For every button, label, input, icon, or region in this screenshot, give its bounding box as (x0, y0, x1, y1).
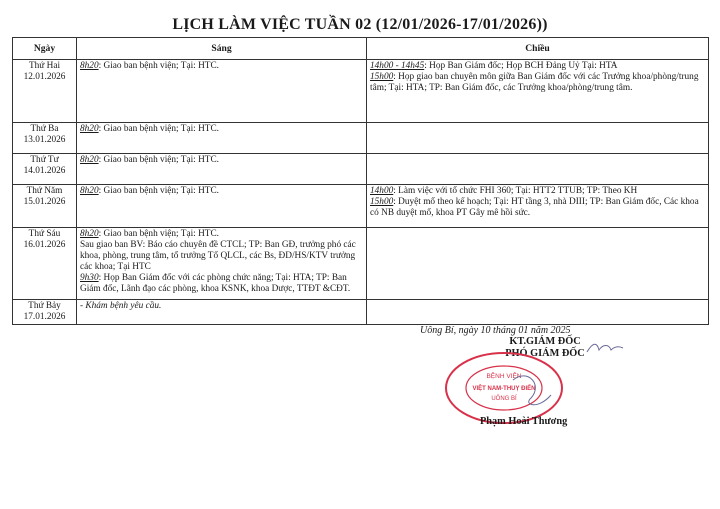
entry-text: - Khám bệnh yêu cầu. (80, 301, 162, 311)
schedule-entry (370, 72, 705, 94)
table-row (13, 60, 709, 123)
schedule-entry (80, 124, 363, 135)
afternoon-cell (367, 185, 709, 228)
morning-cell (77, 60, 367, 123)
day-date: 14.01.2026 (23, 166, 66, 176)
morning-cell (77, 228, 367, 300)
day-cell (13, 60, 77, 123)
schedule-entry (80, 61, 363, 72)
day-cell (13, 185, 77, 228)
header-afternoon: Chiều (367, 38, 709, 60)
schedule-entry (370, 61, 705, 72)
entry-text: : Họp giao ban chuyên môn giữa Ban Giám đốc với các Trưởng khoa/phòng/trung tâm; Tại: HTA; TP: Ban Giám đốc, các Trưởng khoa/phòng/trung tâm. (370, 72, 699, 93)
day-date: 15.01.2026 (23, 197, 66, 207)
entry-text: : Giao ban bệnh viện; Tại: HTC. (98, 186, 219, 196)
day-name: Thứ Bảy (28, 301, 61, 311)
table-row (13, 185, 709, 228)
day-cell (13, 228, 77, 300)
signature-place-date: Uông Bí, ngày 10 tháng 01 năm 2025 (420, 325, 571, 336)
table-row (13, 154, 709, 185)
table-row (13, 228, 709, 300)
morning-cell (77, 300, 367, 325)
schedule-table (12, 37, 709, 325)
schedule-entry (370, 197, 705, 219)
schedule-entry (80, 240, 363, 273)
signature-title-1: KT.GIÁM ĐỐC (509, 336, 581, 347)
signer-name: Phạm Hoài Thương (480, 416, 568, 427)
signature-title-2: PHÓ GIÁM ĐỐC (505, 348, 585, 359)
afternoon-cell (367, 154, 709, 185)
official-stamp (443, 350, 565, 426)
afternoon-cell (367, 123, 709, 154)
entry-text: : Làm việc với tổ chức FHI 360; Tại: HTT2 TTUB; TP: Theo KH (393, 186, 638, 196)
initial-mark (585, 340, 625, 356)
entry-time: 8h20 (80, 61, 99, 71)
entry-time: 8h20 (80, 186, 99, 196)
entry-time: 14h00 (370, 186, 394, 196)
day-date: 13.01.2026 (23, 135, 66, 145)
header-day: Ngày (13, 38, 77, 60)
afternoon-cell (367, 60, 709, 123)
morning-cell (77, 185, 367, 228)
entry-text: Sau giao ban BV: Báo cáo chuyên đề CTCL; TP: Ban GĐ, trưởng phó các khoa, phòng, trung tâm, tổ trưởng Tổ QLCL, các Bs, ĐD/HS/KTV trưởng các khoa; Tại HTC (80, 240, 356, 272)
schedule-entry (80, 186, 363, 197)
table-row (13, 300, 709, 325)
entry-time: 9h30 (80, 273, 99, 283)
day-cell (13, 123, 77, 154)
stamp-line-2: VIỆT NAM-THUỴ ĐIỂN (472, 386, 536, 392)
entry-text: : Giao ban bệnh viện; Tại: HTC. (98, 229, 219, 239)
entry-time: 15h00 (370, 197, 394, 207)
day-cell (13, 154, 77, 185)
entry-time: 15h00 (370, 72, 394, 82)
header-morning: Sáng (77, 38, 367, 60)
schedule-entry (370, 186, 705, 197)
stamp-line-1: BỆNH VIỆN (486, 373, 522, 380)
entry-time: 8h20 (80, 155, 99, 165)
entry-time: 8h20 (80, 124, 99, 134)
day-date: 17.01.2026 (23, 312, 66, 322)
day-name: Thứ Ba (30, 124, 59, 134)
stamp-line-3: UÔNG BÍ (491, 396, 517, 402)
page-title: LỊCH LÀM VIỆC TUẦN 02 (12/01/2026-17/01/2026)) (172, 16, 548, 33)
day-name: Thứ Sáu (28, 229, 61, 239)
entry-text: : Giao ban bệnh viện; Tại: HTC. (98, 61, 219, 71)
day-name: Thứ Hai (28, 61, 61, 71)
day-cell (13, 300, 77, 325)
table-header-row (13, 38, 709, 60)
day-date: 16.01.2026 (23, 240, 66, 250)
day-date: 12.01.2026 (23, 72, 66, 82)
day-name: Thứ Năm (26, 186, 63, 196)
afternoon-cell (367, 300, 709, 325)
morning-cell (77, 154, 367, 185)
entry-text: : Họp Ban Giám đốc với các phòng chức năng; Tại: HTA; TP: Ban Giám đốc, Lãnh đạo các phòng, khoa KSNK, khoa Dược, TTĐT &CĐT. (80, 273, 351, 294)
entry-text: : Họp Ban Giám đốc; Họp BCH Đảng Uỷ Tại: HTA (424, 61, 618, 71)
entry-text: : Giao ban bệnh viện; Tại: HTC. (98, 124, 219, 134)
afternoon-cell (367, 228, 709, 300)
day-name: Thứ Tư (30, 155, 59, 165)
entry-text: : Duyệt mổ theo kế hoạch; Tại: HT tầng 3, nhà DIII; TP: Ban Giám đốc, Các khoa có NB duyệt mổ, khoa PT Gây mê hồi sức. (370, 197, 699, 218)
schedule-entry (80, 155, 363, 166)
entry-time: 14h00 - 14h45 (370, 61, 425, 71)
morning-cell (77, 123, 367, 154)
schedule-entry (80, 229, 363, 240)
entry-text: : Giao ban bệnh viện; Tại: HTC. (98, 155, 219, 165)
table-row (13, 123, 709, 154)
entry-time: 8h20 (80, 229, 99, 239)
schedule-entry (80, 273, 363, 295)
schedule-entry (80, 301, 363, 312)
